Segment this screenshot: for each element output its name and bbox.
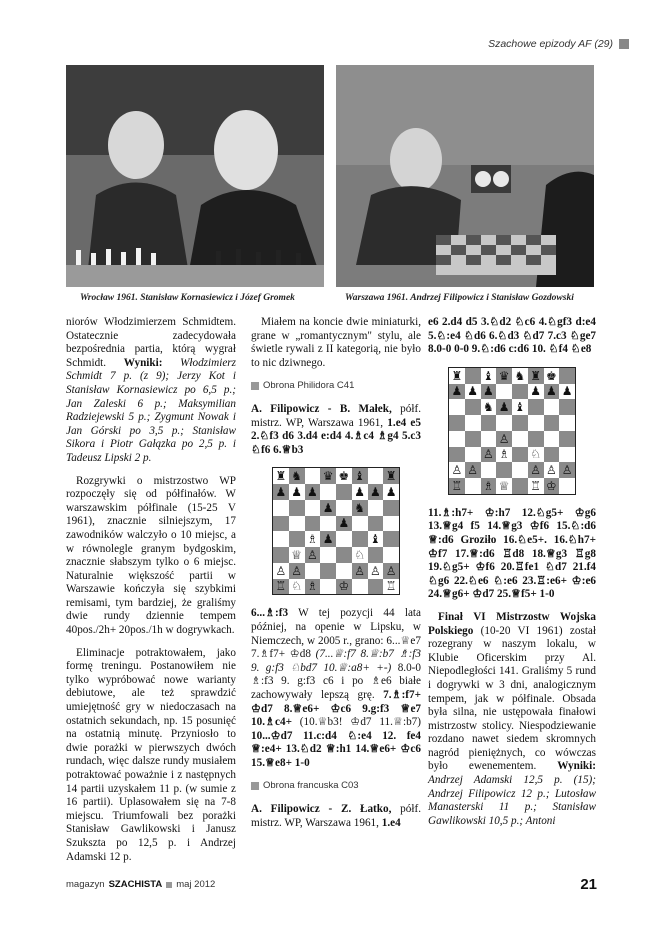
chess-piece-square: ♙ [544,462,560,478]
board-square [305,563,321,579]
board-square [512,431,528,447]
game-1-annotation [251,607,421,770]
chess-piece-square: ♟ [544,384,560,400]
move-text: 10...♔d7 11.c:d4 ♘:e4 12. fe4 ♕:e4+ 13.♘d2 ♕:h1 14.♕e6+ ♔c6 15.♕e8+ 1-0 [251,729,421,769]
chess-piece-square: ♚ [336,468,352,484]
chess-piece-square: ♙ [352,563,368,579]
chess-piece-square: ♘ [289,579,305,595]
chess-piece-square: ♜ [383,468,399,484]
move-text: 7.♗:f7+ ♔d7 8.♕e6+ ♔c6 9.g:f3 ♕e7 10.♗c4+ [251,688,421,729]
board-square [320,547,336,563]
chess-piece-square: ♗ [305,579,321,595]
photo-caption-right: Warszawa 1961. Andrzej Filipowicz i Stanisław Gozdowski [345,293,574,303]
board-square [496,384,512,400]
chess-piece-square: ♜ [273,468,289,484]
chess-piece-square: ♙ [528,462,544,478]
board-square [512,384,528,400]
board-square [528,431,544,447]
board-square [559,415,575,431]
chess-piece-square: ♝ [368,531,384,547]
board-square [449,431,465,447]
footer-square-icon [166,882,172,888]
game-event: półf. mistrz. WP, Warszawa 1961, [251,803,421,829]
board-square [559,478,575,494]
board-square [465,368,481,384]
board-square [465,399,481,415]
text-span: (10-20 VI 1961) został rozegrany w naszym lokalu, w Klubie Oficerskim przy Al. Niepodległości 141. Graliśmy 5 rund i dogrywki w 3 dni, analogicznym tempem, jak w półfinale. Obsada była silna, nie ustępowała finałowi mistrzostw stolicy. Niespodziewanie rozdano nawet siedem skromnych nagród pieniężnych, co wówczas było ewenementem. [428,624,596,773]
board-square [465,478,481,494]
opening-label [251,379,421,393]
game-moves: 1.e4 e5 2.♘f3 d6 3.d4 e:d4 4.♗c4 ♗g4 5.c3 ♘f6 6.♕b3 [251,416,421,456]
game-1-header [251,403,421,457]
annotation-text: 8.0-0 ♗:f3 9. g:f3 c6 i po ♗e6 białe zachowywały lepszą grę. [251,661,421,701]
chess-piece-square: ♖ [383,579,399,595]
board-square [336,500,352,516]
chess-piece-square: ♙ [368,563,384,579]
board-square [273,531,289,547]
chess-piece-square: ♟ [496,399,512,415]
chess-piece-square: ♟ [465,384,481,400]
board-square [368,500,384,516]
board-square [559,447,575,463]
event-title: Finał VI Mistrzostw Wojska Polskiego [428,610,596,637]
board-square [289,531,305,547]
photo-warszawa [336,65,594,287]
magazine-info [66,879,215,890]
page-header [488,38,629,50]
chess-piece-square: ♟ [528,384,544,400]
board-square [383,547,399,563]
board-square [465,415,481,431]
board-square [512,447,528,463]
chess-piece-square: ♙ [289,563,305,579]
annotation-text: W tej pozycji 44 lata później, na openie w Lipsku, w Niemczech, w 2005 r., grano: 6...♕e7 7.♗f7+ ♔d8 [251,607,421,661]
chess-piece-square: ♖ [528,478,544,494]
chess-piece-square: ♜ [449,368,465,384]
chess-piece-square: ♞ [512,368,528,384]
chess-piece-square: ♟ [320,531,336,547]
board-square [368,516,384,532]
chess-piece-square: ♝ [512,399,528,415]
board-square [289,500,305,516]
series-title: Szachowe epizody AF (29) [488,38,613,50]
game-2-continuation: 11.♗:h7+ ♔:h7 12.♘g5+ ♔g6 13.♕g4 f5 14.♕g3 ♔f6 15.♘:d6 ♕:d6 Groziło 16.♘e5+. 16.♘h7+ ♔f7 17.♕:d6 ♖d8 18.♕g3 ♖g8 19.♘g5+ ♔f6 20.♖fe1 ♘d7 21.f4 ♘g6 22.♘e6 ♘:e6 23.♖:e6+ ♔:e6 24.♕g6+ ♔d7 25.♕f5+ 1-0 [428,506,596,601]
magazine-brand: SZACHISTA [108,879,163,890]
chess-piece-square: ♗ [496,447,512,463]
chess-piece-square: ♟ [481,384,497,400]
column-2 [251,316,421,839]
board-square [273,516,289,532]
board-square [273,500,289,516]
game-2-moves: e6 2.d4 d5 3.♘d2 ♘c6 4.♘gf3 d:e4 5.♘:e4 ♘d6 6.♘d3 ♘d7 7.c3 ♘ge7 8.0-0 0-0 9.♘:d6 c:d6 10. ♘f4 ♘e8 [428,316,596,356]
board-square [449,399,465,415]
page-number: 21 [580,876,597,893]
game-players: A. Filipowicz - Z. Łatko, [251,803,392,816]
opening-square-icon [251,782,259,790]
chess-piece-square: ♙ [496,431,512,447]
paragraph-results [66,316,236,466]
game-event: półf. mistrz. WP, Warszawa 1961, [251,402,421,429]
variation-text: (7...♕:f7 8.♕:b7 ♗:f3 9. g:f3 ♘bd7 10.♕:a8+ +-) [251,648,421,674]
chess-diagram-2 [448,367,576,495]
chess-piece-square: ♞ [481,399,497,415]
column-1 [66,316,236,873]
game-moves: 1.e4 [381,816,401,829]
chess-piece-square: ♝ [481,368,497,384]
board-square [559,368,575,384]
chess-piece-square: ♟ [273,484,289,500]
chess-piece-square: ♗ [305,531,321,547]
paragraph-army-final [428,611,596,829]
chess-piece-square: ♙ [273,563,289,579]
board-square [465,447,481,463]
chess-piece-square: ♞ [289,468,305,484]
results-list: Andrzej Adamski 12,5 p. (15); Andrzej Filipowicz 12 p.; Lutosław Manasterski 11 p.; Stanisław Gawlikowski 10,5 p.; Antoni [428,774,596,827]
board-square [512,478,528,494]
chess-piece-square: ♟ [336,516,352,532]
board-square [320,484,336,500]
board-square [368,547,384,563]
chess-piece-square: ♘ [528,447,544,463]
chess-piece-square: ♟ [352,484,368,500]
chess-piece-square: ♚ [544,368,560,384]
board-square [320,579,336,595]
results-label: Wyniki: [123,356,163,369]
board-square [544,431,560,447]
chess-piece-square: ♖ [449,478,465,494]
chess-piece-square: ♟ [289,484,305,500]
board-square [496,415,512,431]
opening-label [251,779,421,793]
chess-piece-square: ♙ [305,547,321,563]
board-square [512,462,528,478]
column-3 [428,316,596,837]
results-list: Włodzimierz Schmidt 7 p. (z 9); Jerzy Kot i Stanisław Kornasiewicz po 6,5 p.; Jan Zaleski 6 p.; Maksymilian Radziejewski 5 p.; Zygmunt Nowak i Jan Górski po 3,5 p.; Stanisław Sikora i Piotr Gałązka po 2,5 p. i Tadeusz Lipski 2 p. [66,356,237,464]
board-square [559,431,575,447]
chess-piece-square: ♙ [465,462,481,478]
board-square [336,547,352,563]
board-square [481,462,497,478]
board-square [383,500,399,516]
paragraph-miniatures: Miałem na koncie dwie miniaturki, grane w „romantycznym" stylu, ale świetle rywali z II kategorią, nie było to nic dziwnego. [251,316,421,369]
paragraph-championship: Rozgrywki o mistrzostwo WP rozpoczęły się od półfinałów. W warszawskim półfinale (15-25 V 1961), znacznie silniejszym, 17 zawodników walczyło o 10 miejsc, a w równolegle granym bydgoskim, znacznie słabszym tylko o 6 miejsc. Naturalnie większość partii w Warszawie kończyła się szybkimi remisami, tym bardziej, że graliśmy dwie rundy dziennie tempem 40pos./2h+ 20pos./1h w dogrywkach. [66,474,236,637]
board-square [465,431,481,447]
chess-piece-square: ♗ [481,478,497,494]
board-square [481,415,497,431]
issue-date: maj 2012 [176,879,216,890]
board-square [383,516,399,532]
chess-piece-square: ♟ [368,484,384,500]
game-2-header [251,803,421,830]
board-square [336,484,352,500]
chess-piece-square: ♜ [528,368,544,384]
board-square [528,399,544,415]
board-square [481,431,497,447]
board-square [544,415,560,431]
text-span: niorów Włodzimierzem Schmidtem. Ostatecznie zadecydowała bezpośrednia partia, którą wygrał Schmidt. [66,316,236,369]
chess-piece-square: ♛ [320,468,336,484]
chess-piece-square: ♔ [336,579,352,595]
board-square [305,516,321,532]
chess-piece-square: ♕ [289,547,305,563]
chess-piece-square: ♟ [305,484,321,500]
move-text: 6...♗:f3 [251,607,289,620]
magazine-word: magazyn [66,879,105,890]
board-square [496,462,512,478]
board-square [449,447,465,463]
chess-piece-square: ♙ [559,462,575,478]
variation-text: (10.♕b3! ♔d7 11.♕:b7) [291,716,421,729]
board-square [449,415,465,431]
header-square-icon [619,39,629,49]
chess-piece-square: ♛ [496,368,512,384]
board-square [336,563,352,579]
board-square [368,468,384,484]
chess-piece-square: ♘ [352,547,368,563]
board-square [528,415,544,431]
board-square [289,516,305,532]
chess-piece-square: ♙ [481,447,497,463]
board-square [352,531,368,547]
results-label: Wyniki: [557,760,596,773]
board-square [544,447,560,463]
board-square [559,399,575,415]
chess-piece-square: ♟ [383,484,399,500]
chess-piece-square: ♙ [383,563,399,579]
board-square [352,516,368,532]
chess-piece-square: ♙ [449,462,465,478]
chess-piece-square: ♞ [352,500,368,516]
board-square [336,531,352,547]
game-players: A. Filipowicz - B. Małek, [251,402,392,415]
photo-wroclaw [66,65,324,287]
board-square [273,547,289,563]
chess-piece-square: ♝ [352,468,368,484]
chess-piece-square: ♔ [544,478,560,494]
board-square [320,563,336,579]
board-square [368,579,384,595]
board-square [383,531,399,547]
chess-piece-square: ♕ [496,478,512,494]
page-footer [66,876,597,893]
board-square [320,516,336,532]
chess-diagram-1 [272,467,400,595]
board-square [305,468,321,484]
photo-caption-left: Wrocław 1961. Stanisław Kornasiewicz i Józef Gromek [80,293,295,303]
opening-name: Obrona Philidora C41 [263,380,355,392]
board-square [352,579,368,595]
opening-square-icon [251,382,259,390]
board-square [544,399,560,415]
paragraph-eliminations: Eliminacje potraktowałem, jako formę treningu. Postanowiłem nie tylko wypróbować nowe warianty debiutowe, ale też sprawdzić umiejętność gry w niedoczasach na ostatnich sekundach, np. 15 posunięć na ostatnią minutę. Przyniosło to dwie porażki w pierwszych dwóch rundach, więc dalsze rundy musiałem potraktować poważnie i z następnych 14 partii uzyskałem 11 p. (w sumie z 16 partii). Uplasowałem się na 7-8 miejscu. Triumfowali bez porażki Stanisław Gawlikowski i Janusz Szukszta po 12,5 p. i Andrzej Adamski 12 p. [66,646,236,863]
board-square [512,415,528,431]
chess-piece-square: ♟ [449,384,465,400]
chess-piece-square: ♖ [273,579,289,595]
chess-piece-square: ♟ [559,384,575,400]
opening-name: Obrona francuska C03 [263,780,359,792]
board-square [305,500,321,516]
chess-piece-square: ♟ [320,500,336,516]
